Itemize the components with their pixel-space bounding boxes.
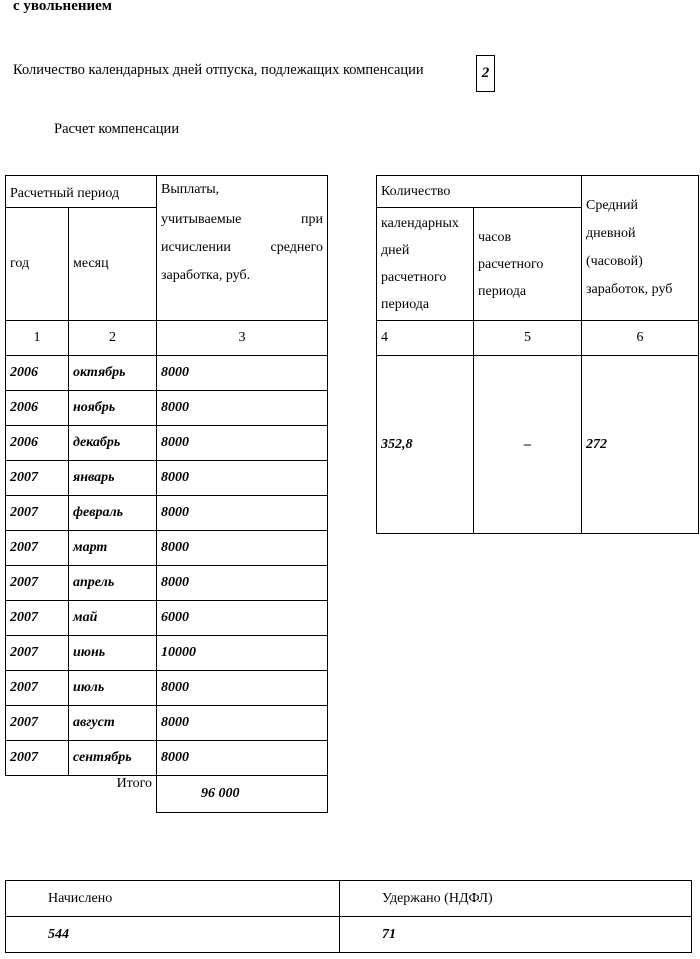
row-amount: 8000: [157, 566, 328, 601]
header-period: Расчетный период: [6, 176, 157, 208]
row-amount: 8000: [157, 391, 328, 426]
row-amount: 8000: [157, 496, 328, 531]
summary-table: [5, 880, 692, 953]
header-year: год: [6, 208, 69, 321]
row-amount: 8000: [157, 671, 328, 706]
table-row: [6, 426, 328, 461]
vacation-days-label: Количество календарных дней отпуска, подлежащих компенсации: [13, 62, 424, 78]
row-month: март: [69, 531, 157, 566]
row-year: 2006: [6, 426, 69, 461]
table-row: [6, 601, 328, 636]
row-amount: 8000: [157, 461, 328, 496]
table-row: [6, 531, 328, 566]
table-row: [6, 741, 328, 776]
calculation-title: Расчет компенсации: [54, 121, 180, 137]
table-row: [6, 566, 328, 601]
col-number-2: 2: [69, 321, 157, 356]
average-earnings-value: 272: [582, 356, 699, 534]
table-row: [6, 706, 328, 741]
row-year: 2007: [6, 461, 69, 496]
header-hours: часов расчетного периода: [474, 208, 582, 321]
table-row: [6, 496, 328, 531]
row-amount: 10000: [157, 636, 328, 671]
row-month: декабрь: [69, 426, 157, 461]
row-month: июнь: [69, 636, 157, 671]
col-number-1: 1: [6, 321, 69, 356]
row-year: 2007: [6, 671, 69, 706]
table-row: [6, 356, 328, 391]
row-amount: 8000: [157, 426, 328, 461]
row-year: 2006: [6, 356, 69, 391]
header-quantity: Количество: [377, 176, 582, 208]
table-row: [6, 391, 328, 426]
vacation-days-value: 2: [476, 55, 495, 92]
calendar-days-value: 352,8: [377, 356, 474, 534]
header-calendar-days: календарных дней расчетного периода: [377, 208, 474, 321]
row-amount: 8000: [157, 531, 328, 566]
col-number-3: 3: [157, 321, 328, 356]
header-payments: Выплаты, учитываемые при исчислении среднего заработка, руб.: [157, 176, 328, 321]
row-year: 2007: [6, 601, 69, 636]
accrued-value: 544: [6, 917, 340, 953]
row-year: 2006: [6, 391, 69, 426]
row-amount: 8000: [157, 356, 328, 391]
row-year: 2007: [6, 566, 69, 601]
withheld-label: Удержано (НДФЛ): [340, 881, 692, 917]
total-label: Итого: [116, 776, 152, 791]
row-month: август: [69, 706, 157, 741]
total-value: 96 000: [157, 776, 328, 813]
row-year: 2007: [6, 636, 69, 671]
header-month: месяц: [69, 208, 157, 321]
row-month: февраль: [69, 496, 157, 531]
col-number-5: 5: [474, 321, 582, 356]
table-row: [6, 671, 328, 706]
row-amount: 8000: [157, 741, 328, 776]
accrued-label: Начислено: [6, 881, 340, 917]
total-row: [6, 776, 328, 813]
table-row: [6, 636, 328, 671]
row-year: 2007: [6, 531, 69, 566]
averages-table: [376, 175, 699, 534]
row-month: ноябрь: [69, 391, 157, 426]
row-month: июль: [69, 671, 157, 706]
row-month: октябрь: [69, 356, 157, 391]
row-month: май: [69, 601, 157, 636]
row-amount: 8000: [157, 706, 328, 741]
row-year: 2007: [6, 706, 69, 741]
row-month: сентябрь: [69, 741, 157, 776]
col-number-4: 4: [377, 321, 474, 356]
row-year: 2007: [6, 741, 69, 776]
document-heading: с увольнением: [13, 0, 113, 14]
table-row: [6, 461, 328, 496]
col-number-6: 6: [582, 321, 699, 356]
row-year: 2007: [6, 496, 69, 531]
row-month: апрель: [69, 566, 157, 601]
row-amount: 6000: [157, 601, 328, 636]
hours-value: –: [474, 356, 582, 534]
payments-table: [5, 175, 328, 813]
header-average-earnings: Средний дневной (часовой) заработок, руб: [582, 176, 699, 321]
row-month: январь: [69, 461, 157, 496]
withheld-value: 71: [340, 917, 692, 953]
